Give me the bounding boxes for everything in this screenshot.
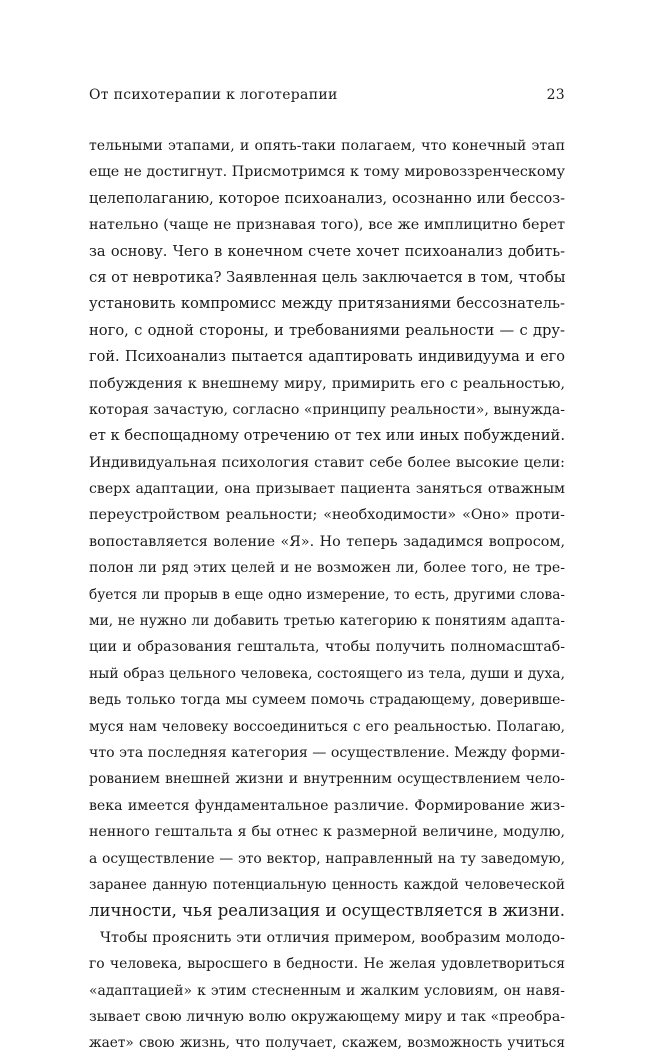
- text-line: ведь только тогда мы сумеем помочь страдающему, доверивше-: [89, 692, 565, 709]
- text-line: целеполаганию, которое психоанализ, осознанно или бессоз-: [89, 190, 565, 207]
- text-line: гой. Психоанализ пытается адаптировать индивидуума и его: [89, 349, 565, 366]
- text-line: Чтобы прояснить эти отличия примером, вообразим молодо-: [100, 929, 565, 946]
- text-line: вопоставляется воление «Я». Но теперь зададимся вопросом,: [89, 533, 565, 550]
- text-line: рованием внешней жизни и внутренним осуществлением чело-: [89, 771, 565, 788]
- text-line: нательно (чаще не признавая того), все же имплицитно берет: [89, 217, 565, 234]
- text-line: сверх адаптации, она призывает пациента заняться отважным: [89, 481, 565, 498]
- text-line: тельными этапами, и опять-таки полагаем, что конечный этап: [89, 138, 565, 154]
- text-line: жает» свою жизнь, что получает, скажем, возможность учиться: [89, 1035, 565, 1052]
- text-line: еще не достигнут. Присмотримся к тому мировоззренческому: [89, 164, 565, 181]
- text-line: го человека, выросшего в бедности. Не желая удовлетвориться: [89, 956, 565, 973]
- text-line: зывает свою личную волю окружающему миру и так «преобра-: [89, 1008, 565, 1025]
- text-line: установить компромисс между притязаниями бессознатель-: [89, 295, 565, 313]
- text-line: Индивидуальная психология ставит себе более высокие цели:: [89, 454, 565, 471]
- text-line: за основу. Чего в конечном счете хочет психоанализ добить-: [89, 243, 565, 260]
- text-line: что эта последняя категория — осуществление. Между форми-: [89, 744, 565, 761]
- text-line: буется ли прорыв в еще одно измерение, то есть, другими слова-: [89, 586, 565, 603]
- text-line: побуждения к внешнему миру, примирить его с реальностью,: [89, 375, 565, 392]
- text-line: века имеется фундаментальное различие. Формирование жиз-: [89, 797, 565, 814]
- text-line: ного, с одной стороны, и требованиями реальности — с дру-: [89, 321, 565, 339]
- text-line: «адаптацией» к этим стесненным и жалким условиям, он навя-: [89, 982, 565, 999]
- text-line: полон ли ряд этих целей и не возможен ли, более того, не тре-: [89, 560, 565, 577]
- text-line: муся нам человеку воссоединиться с его реальностью. Полагаю,: [89, 718, 565, 735]
- text-line: ный образ цельного человека, состоящего из тела, души и духа,: [89, 665, 565, 682]
- page-number: 23: [546, 87, 565, 103]
- text-line: которая зачастую, согласно «принципу реальности», вынужда-: [89, 401, 565, 418]
- text-line: личности, чья реализация и осуществляется в жизни.: [89, 901, 565, 921]
- text-line: ет к беспощадному отречению от тех или иных побуждений.: [89, 427, 565, 445]
- text-line: переустройством реальности; «необходимости» «Оно» проти-: [89, 507, 565, 524]
- text-line: ции и образования гештальта, чтобы получить полномасштаб-: [89, 639, 565, 656]
- text-line: ся от невротика? Заявленная цель заключается в том, чтобы: [89, 268, 566, 286]
- running-header: [89, 87, 565, 107]
- text-line: ненного гештальта я бы отнес к размерной величине, модулю,: [89, 824, 565, 841]
- text-line: а осуществление — это вектор, направленный на ту заведомую,: [89, 850, 565, 867]
- body-text: [89, 133, 565, 1057]
- text-line: ми, не нужно ли добавить третью категорию к понятиям адапта-: [89, 613, 565, 630]
- text-line: заранее данную потенциальную ценность каждой человеческой: [89, 876, 565, 893]
- chapter-title: От психотерапии к логотерапии: [89, 87, 338, 103]
